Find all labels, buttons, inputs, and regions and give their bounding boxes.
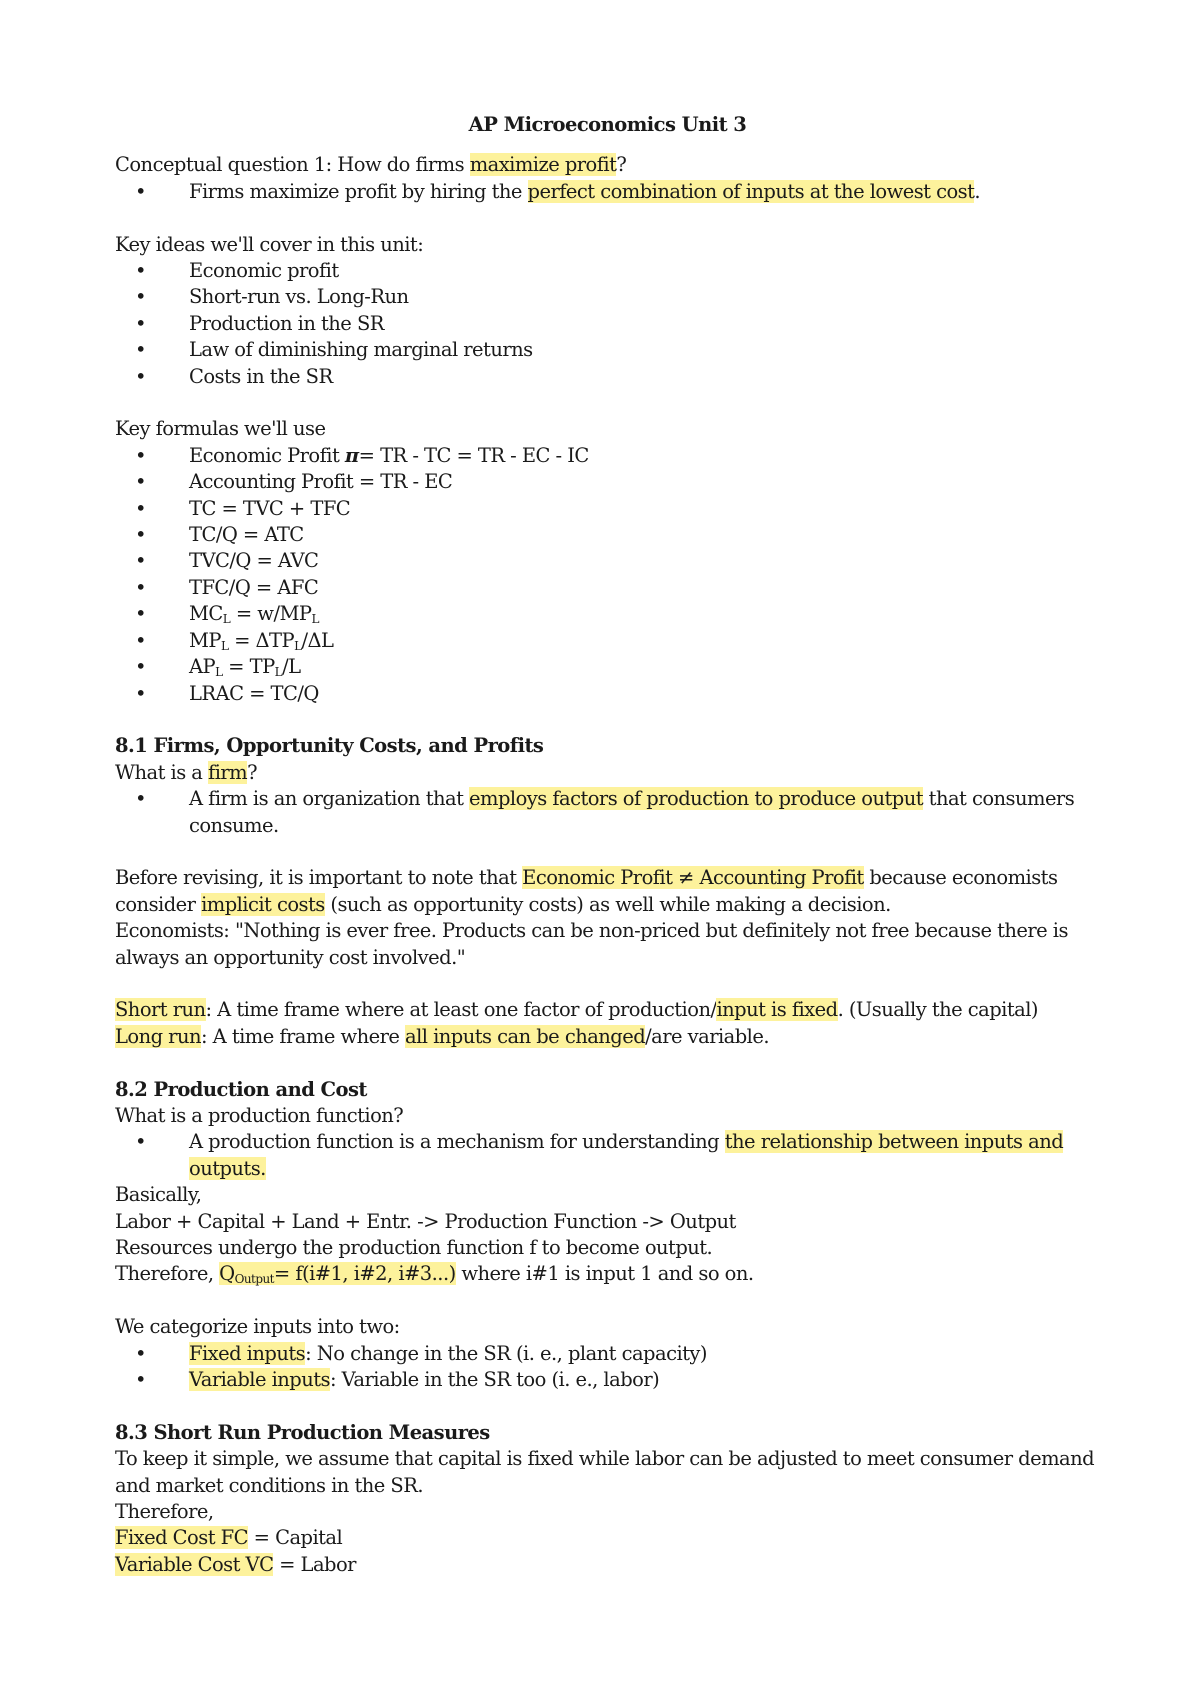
answer-list	[115, 179, 1100, 205]
basically-line: Basically,	[115, 1183, 202, 1207]
formula-item: • $MC_L = w/MP_L$	[115, 601, 1100, 627]
section-heading-8-1: 8.1 Firms, Opportunity Costs, and Profits	[115, 734, 544, 758]
production-formula: Therefore, $Q_{Output}=$ f(i#1, i#2, i#3...) where i#1 is input 1 and so on.	[115, 1262, 754, 1287]
formula-item: • $AP_L = TP_L/L$	[115, 654, 1100, 680]
highlight: Variable inputs	[189, 1367, 330, 1391]
list-item: • Short-run vs. Long-Run	[115, 284, 1100, 310]
categorize-line: We categorize inputs into two:	[115, 1315, 400, 1339]
list-item: • Economic profit	[115, 258, 1100, 284]
production-answer-list	[115, 1129, 1100, 1182]
document-body	[115, 112, 1100, 1578]
list-item: • Fixed inputs: No change in the SR (i. e., plant capacity)	[115, 1341, 1100, 1367]
highlight: $Q_{Output}=$ f(i#1, i#2, i#3...)	[219, 1262, 456, 1287]
production-flow: Labor + Capital + Land + Entr. -> Production Function -> Output	[115, 1209, 736, 1233]
key-ideas-list	[115, 258, 1100, 390]
variable-cost-line: Variable Cost VC = Labor	[115, 1552, 356, 1576]
list-item: • A production function is a mechanism for understanding the relationship between inputs and outputs.	[115, 1129, 1100, 1182]
short-run-definition: Short run: A time frame where at least one factor of production/input is fixed. (Usually the capital)	[115, 998, 1038, 1022]
inputs-list	[115, 1341, 1100, 1394]
pi-symbol: π	[344, 443, 359, 467]
conceptual-question: Conceptual question 1: How do firms maximize profit?	[115, 153, 627, 177]
document-title: AP Microeconomics Unit 3	[468, 113, 747, 136]
list-item: • Costs in the SR	[115, 364, 1100, 390]
long-run-definition: Long run: A time frame where all inputs can be changed/are variable.	[115, 1024, 769, 1048]
highlight: Fixed inputs	[189, 1341, 306, 1365]
list-item: • A firm is an organization that employs factors of production to produce output that consumers consume.	[115, 786, 1100, 839]
highlight: perfect combination of inputs at the lowest cost	[527, 179, 975, 203]
list-item: • Firms maximize profit by hiring the perfect combination of inputs at the lowest cost.	[115, 179, 1100, 205]
profit-paragraph: Before revising, it is important to note that Economic Profit ≠ Accounting Profit because economists consider implicit costs (such as opportunity costs) as well while making a decision.	[115, 866, 1058, 916]
section-heading-8-3: 8.3 Short Run Production Measures	[115, 1420, 490, 1444]
highlight: Long run	[115, 1024, 201, 1048]
list-item: • Variable inputs: Variable in the SR too (i. e., labor)	[115, 1367, 1100, 1393]
formula-item: • TFC/Q = AFC	[115, 575, 1100, 601]
highlight: maximize profit	[469, 153, 617, 177]
highlight: Economic Profit ≠ Accounting Profit	[522, 866, 864, 890]
formula-item: • TC = TVC + TFC	[115, 496, 1100, 522]
list-item: • Production in the SR	[115, 311, 1100, 337]
highlight: firm	[208, 760, 248, 784]
formula-item: • $MP_L = \Delta TP_L/\Delta L$	[115, 628, 1100, 654]
highlight: implicit costs	[201, 892, 325, 916]
formula-item: • Accounting Profit = TR - EC	[115, 469, 1100, 495]
production-question: What is a production function?	[115, 1103, 404, 1127]
list-item: • Law of diminishing marginal returns	[115, 337, 1100, 363]
highlight: Short run	[115, 998, 206, 1022]
highlight: the relationship between inputs and outputs.	[189, 1130, 1064, 1180]
firm-question: What is a firm?	[115, 760, 258, 784]
highlight: Fixed Cost FC	[115, 1526, 248, 1550]
key-formulas-heading: Key formulas we'll use	[115, 417, 326, 441]
highlight: all inputs can be changed	[405, 1024, 646, 1048]
formula-item: • LRAC = TC/Q	[115, 681, 1100, 707]
highlight: employs factors of production to produce output	[469, 787, 924, 811]
key-formulas-list	[115, 443, 1100, 707]
resources-line: Resources undergo the production function f to become output.	[115, 1235, 713, 1259]
assumption-paragraph: To keep it simple, we assume that capital is fixed while labor can be adjusted to meet consumer demand and market conditions in the SR.	[115, 1447, 1095, 1497]
formula-item: • TVC/Q = AVC	[115, 548, 1100, 574]
highlight: Variable Cost VC	[115, 1552, 274, 1576]
firm-answer-list	[115, 786, 1100, 839]
economists-quote: Economists: "Nothing is ever free. Products can be non-priced but definitely not free because there is always an opportunity cost involved."	[115, 919, 1068, 969]
key-ideas-heading: Key ideas we'll cover in this unit:	[115, 232, 424, 256]
section-heading-8-2: 8.2 Production and Cost	[115, 1077, 367, 1101]
highlight: input is fixed	[716, 998, 838, 1022]
fixed-cost-line: Fixed Cost FC = Capital	[115, 1526, 343, 1550]
formula-item: • TC/Q = ATC	[115, 522, 1100, 548]
therefore-line: Therefore,	[115, 1500, 214, 1523]
formula-item: • Economic Profit π= TR - TC = TR - EC - IC	[115, 443, 1100, 469]
